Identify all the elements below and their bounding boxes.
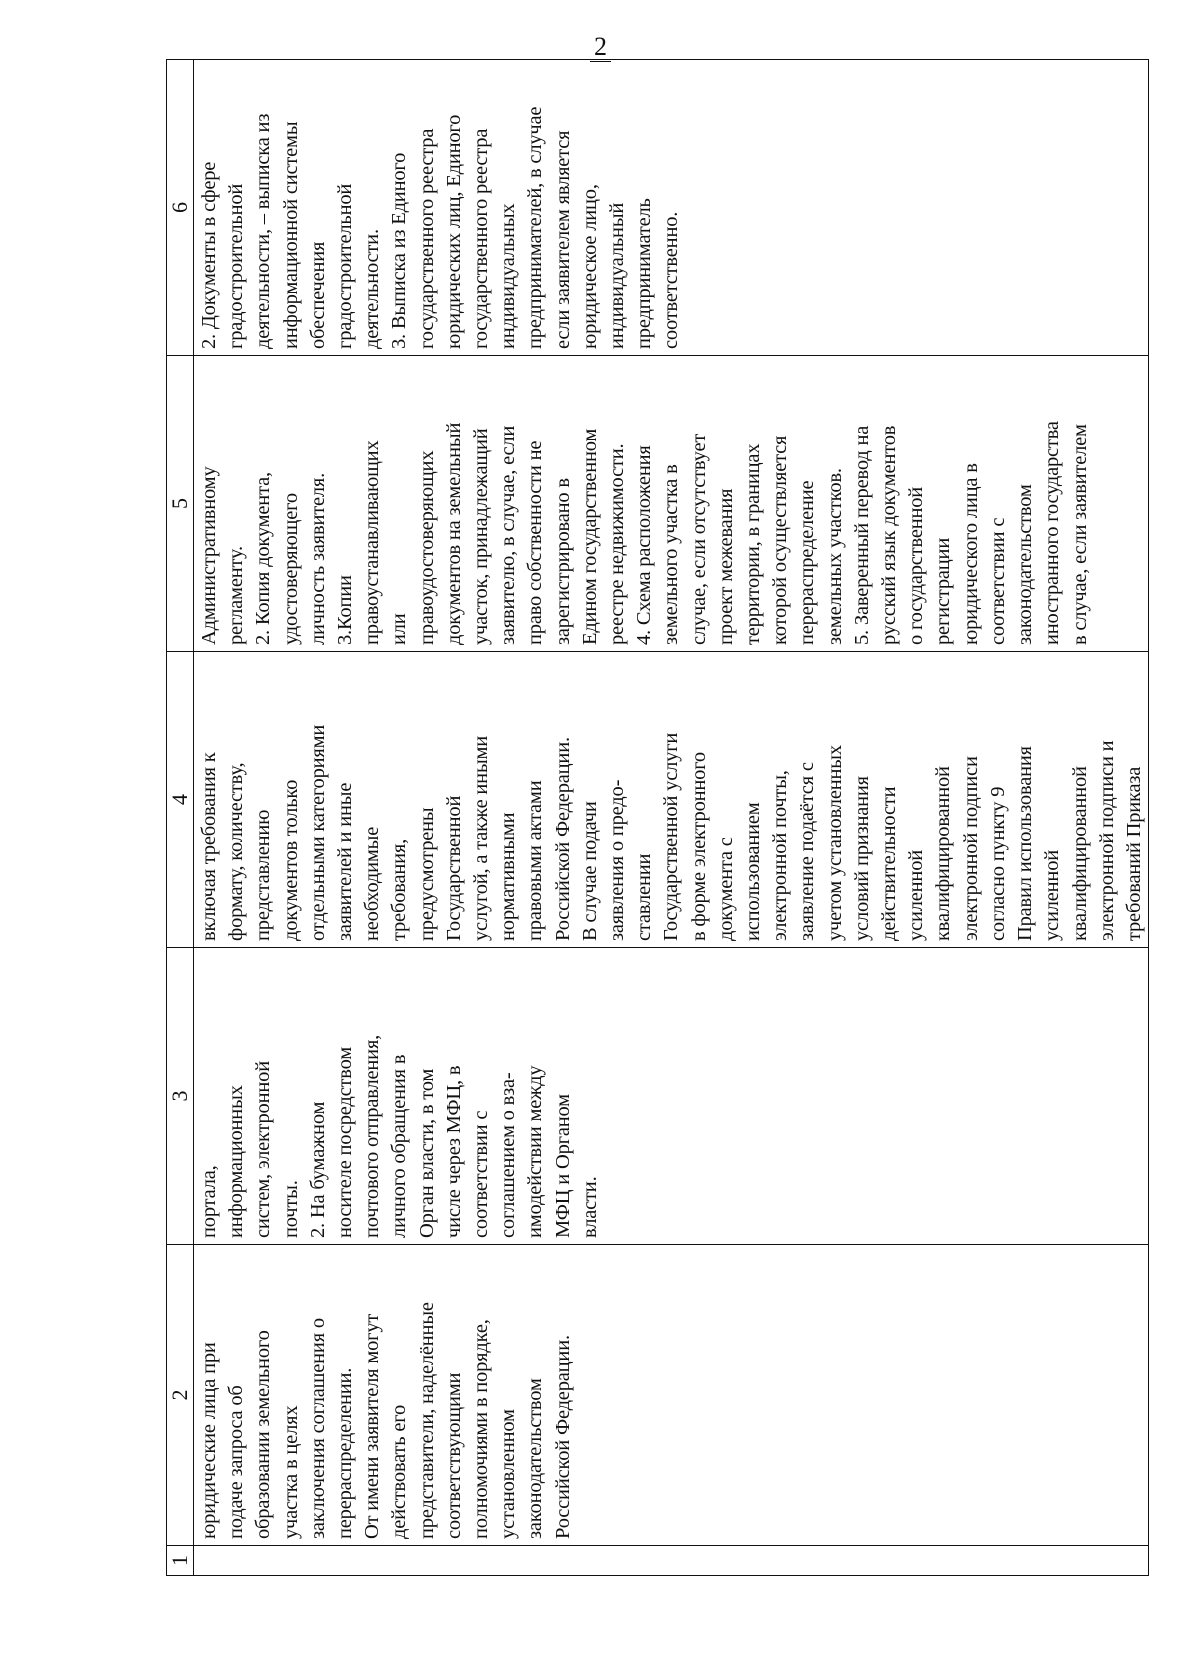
- column-header-6: 6: [167, 60, 194, 356]
- cell-col-4-text: включая требования к формату, количеству, представлению документов только отдельными категориями заявителей и иные необходимые требования, предусмотрены Государственной услугой, а также иными нормативными правовыми актами Российской Федерации. В случае подачи заявления о предо- ставлении Государственной услуги в форме электронного документа с использованием электронной почты, заявление подаётся с учетом установленных условий признания действительности усиленной квалифицированной электронной подписи согласно пункту 9 Правил использования усиленной квалифицированной электронной подписи и требований Приказа: [198, 724, 1145, 941]
- cell-col-2-text: юридические лица при подаче запроса об образовании земельного участка в целях заключения соглашения о перераспределении. От имени заявителя могут действовать его представители, наделённые соответствующими полномочиями в порядке, установленном законодательством Российской Федерации.: [198, 1302, 574, 1539]
- cell-col-1: [194, 1546, 1149, 1576]
- table-row: [194, 60, 1149, 1576]
- cell-col-6: [194, 60, 1149, 356]
- cell-col-3: [194, 948, 1149, 1245]
- table-container: [166, 60, 1145, 1576]
- cell-col-5: [194, 356, 1149, 652]
- page-number: 2: [590, 34, 611, 62]
- column-header-5: 5: [167, 356, 194, 652]
- column-header-3: 3: [167, 948, 194, 1245]
- cell-col-2: [194, 1245, 1149, 1546]
- cell-col-6-text: 2. Документы в сфере градостроительной деятельности, – выписка из информационной системы обеспечения градостроительной деятельности. 3. Выписка из Единого государственного реестра юридических лиц, Единого государственного реестра индивидуальных предпринимателей, в случае если заявителем является юридическое лицо, индивидуальный предприниматель соответственно.: [198, 106, 683, 349]
- table-header-row: [167, 60, 194, 1576]
- cell-col-4: [194, 652, 1149, 948]
- cell-col-3-text: портала, информационных систем, электронной почты. 2. На бумажном носителе посредством почтового отправления, личного обращения в Орган власти, в том числе через МФЦ, в соответствии с соглашением о вза- имодействии между МФЦ и Органом власти.: [198, 1034, 601, 1238]
- column-header-4: 4: [167, 652, 194, 948]
- requirements-table: [166, 59, 1149, 1576]
- column-header-1: 1: [167, 1546, 194, 1576]
- cell-col-5-text: Административному регламенту. 2. Копия документа, удостоверяющего личность заявителя. 3.Копии правоустанавливающих или правоудостоверяющих документов на земельный участок, принадлежащий заявителю, в случае, если право собственности не зарегистрировано в Едином государственном реестре недвижимости. 4. Схема расположения земельного участка в случае, если отсутствует проект межевания территории, в границах которой осуществляется перераспределение земельных участков. 5. Заверенный перевод на русский язык документов о государственной регистрации юридического лица в соответствии с законодательством иностранного государства в случае, если заявителем: [198, 421, 1091, 645]
- column-header-2: 2: [167, 1245, 194, 1546]
